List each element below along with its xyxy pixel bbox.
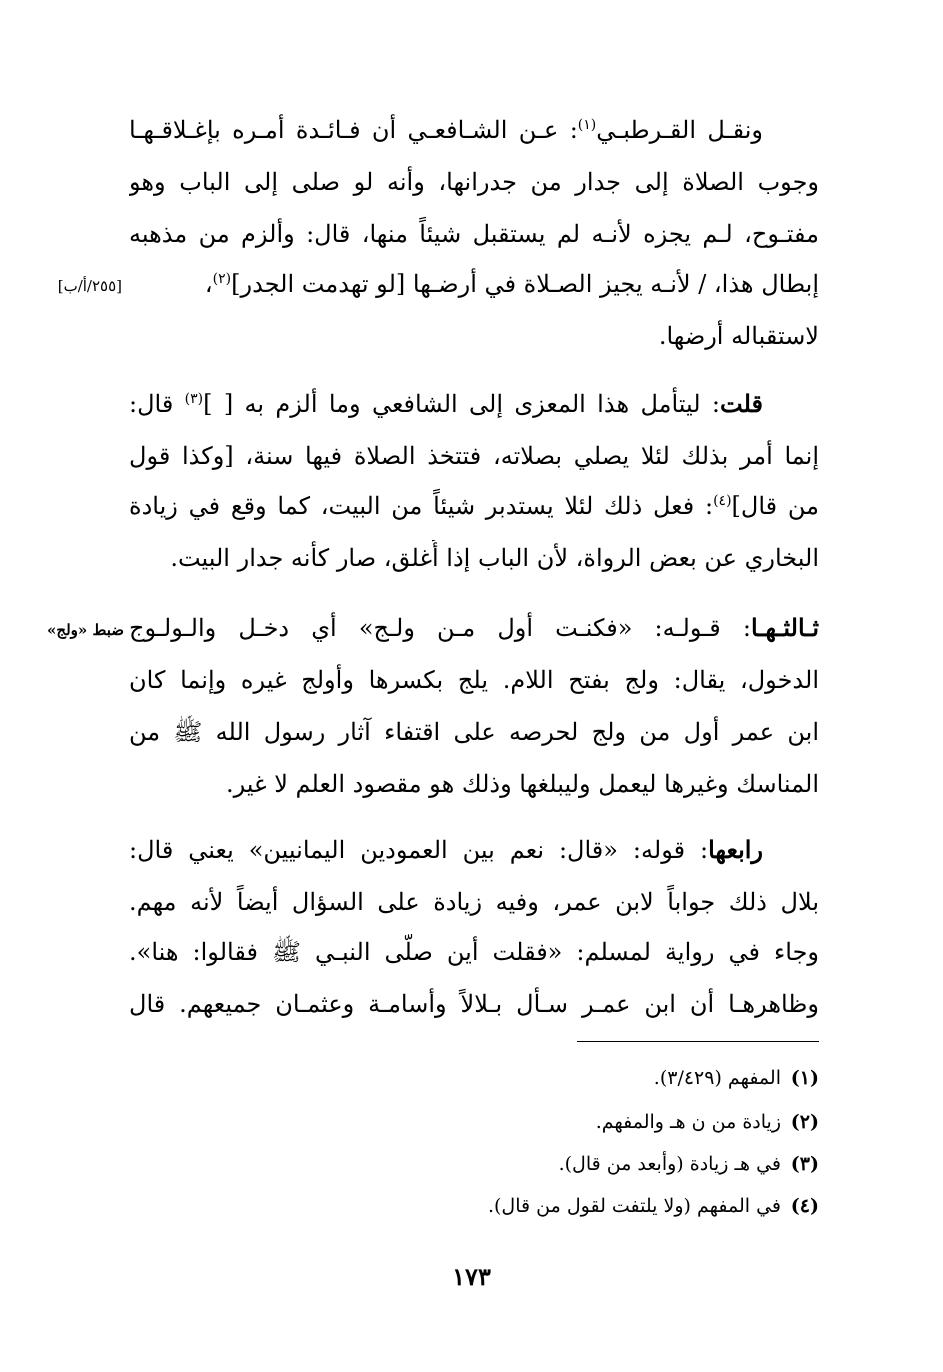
paragraph-1-line-1: ونقـل القـرطبـي$^{(١)}$: عـن الشـافعـي أن فـائـدة أمـره بإغـلاقـهـا	[129, 116, 763, 144]
paragraph-1-line-2: وجوب الصلاة إلى جدار من جدرانها، وأنه لو صلى إلى الباب وهو	[129, 168, 819, 196]
page-number: ١٧٣	[452, 1262, 491, 1291]
paragraph-4-lead: رابعها	[708, 835, 763, 864]
paragraph-2-lead: قلت	[720, 389, 763, 418]
paragraph-4-line-3: وجاء في رواية لمسلم: «فقلت أين صلَّى النبـي ﷺ فقالوا: هنا».	[129, 938, 819, 966]
footnote-4: (٤)في المفهم (ولا يلتفت لقول من قال).	[487, 1195, 819, 1217]
margin-label: ضبط «ولج»	[47, 621, 124, 639]
paragraph-4-line-2: بلال ذلك جواباً لابن عمر، وفيه زيادة على السؤال أيضاً لأنه مهم.	[129, 888, 819, 916]
footnote-3: (٣)في هـ زيادة (وأبعد من قال).	[558, 1153, 819, 1175]
footnote-separator	[577, 1041, 819, 1042]
paragraph-1-line-3: مفتـوح، لـم يجزه لأنـه لم يستقبل شيئاً منها، قال: وألزم من مذهبه	[129, 220, 819, 248]
footnote-2: (٢)زيادة من ن هـ والمفهم.	[595, 1111, 819, 1133]
paragraph-3-line-2: الدخول، يقال: ولج بفتح اللام. يلج بكسرها وأولج غيره وإنما كان	[129, 666, 819, 694]
paragraph-1-line-4: إبطال هذا، / لأنـه يجيز الصـلاة في أرضـها [لو تهدمت الجدر]$^{(٢)}$،	[204, 270, 819, 298]
footnote-ref-4: (٤)	[713, 493, 732, 509]
paragraph-2-line-3: من قال]$^{(٤)}$: فعل ذلك لئلا يستدبر شيئاً من البيت، كما وقع في زيادة	[129, 492, 819, 520]
footnote-ref-1: (١)	[577, 117, 597, 133]
paragraph-4-line-4: وظاهرهـا أن ابن عمـر سـأل بـلالاً وأسامـة وعثمـان جميعهم. قال	[129, 990, 819, 1018]
paragraph-2-line-2: إنما أمر بذلك لئلا يصلي بصلاته، فتتخذ الصلاة فيها سنة، [وكذا قول	[129, 442, 819, 470]
paragraph-4-line-1: رابعها: قوله: «قال: نعم بين العمودين اليمانيين» يعني قال:	[129, 835, 763, 864]
footnote-ref-3: (٣)	[184, 391, 204, 407]
paragraph-2-line-4: البخاري عن بعض الرواة، لأن الباب إذا أُغلق، صار كأنه جدار البيت.	[170, 544, 819, 572]
footnote-1: (١)المفهم (٣/٤٢٩).	[653, 1067, 819, 1089]
paragraph-3-line-4: المناسك وغيرها ليعمل وليبلغها وذلك هو مقصود العلم لا غير.	[225, 770, 819, 798]
paragraph-1-line-5: لاستقباله أرضها.	[658, 322, 819, 350]
paragraph-3-line-1: ثـالثـهـا: قـولـه: «فكنـت أول مـن ولـج» أي دخـل والـولـوج	[129, 613, 819, 642]
paragraph-3-line-3: ابن عمر أول من ولج لحرصه على اقتفاء آثار رسول الله ﷺ من	[129, 718, 819, 746]
paragraph-3-lead: ثـالثـهـا	[750, 613, 819, 642]
manuscript-folio-ref: [٢٥٥/أ/ب]	[57, 277, 122, 295]
paragraph-2-line-1: قلت: ليتأمل هذا المعزى إلى الشافعي وما ألزم به [ ]$^{(٣)}$ قال:	[129, 389, 763, 418]
footnote-ref-2: (٢)	[212, 271, 232, 287]
